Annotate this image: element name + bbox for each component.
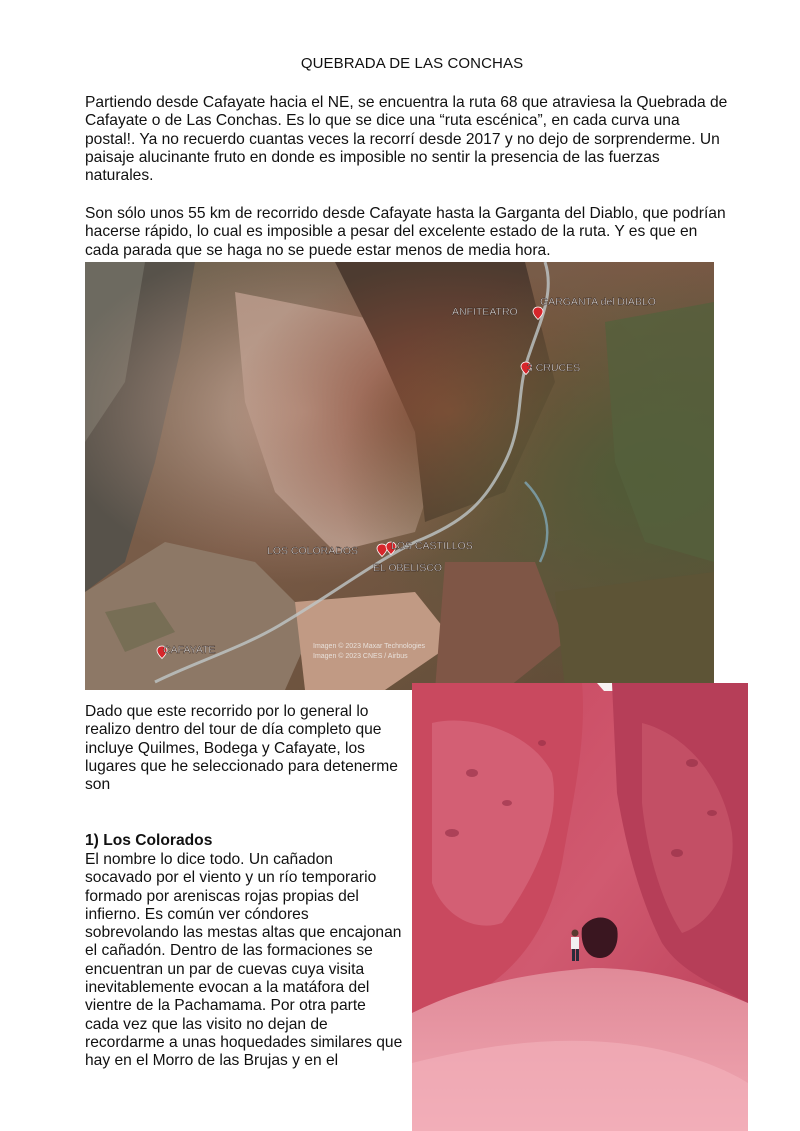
page-title: QUEBRADA DE LAS CONCHAS [300,55,524,72]
map-label-obelisco: EL OBELISCO [373,562,443,574]
map-label-colorados: LOS COLORADOS [267,545,359,557]
section-body: El nombre lo dice todo. Un cañadon socavado por el viento y un río temporario formado por areniscas rojas propias del infierno. Es común ver cóndores sobrevolando las mestas altas que encajonan el cañadón. Dentro de las formaciones se encuentran un par de cuevas cuya visita inevitablemente evocan a la matáfora del vientre de la Pachamama. Por otra parte cada vez que las visito no dejan de recordarme a unas hoquedades similares que hay en el Morro de las Brujas y en el [85,851,403,1070]
map-label-garganta: GARGANTA del DIABLO [540,296,656,308]
map-label-anfiteatro: ANFITEATRO [452,306,518,318]
section-heading: 1) Los Colorados [85,832,213,849]
map-credit-line2: Imagen © 2023 CNES / Airbus [313,653,408,660]
map-label-cruces: 3 CRUCES [527,362,581,374]
paragraph-intro-route: Partiendo desde Cafayate hacia el NE, se encuentra la ruta 68 que atraviesa la Quebrada de Cafayate o de Las Conchas. Es lo que se dice una “ruta escénica”, en cada curva una postal!. Ya no recuerdo cuantas veces la recorrí desde 2017 y no dejo de sorprenderme. Un paisaje alucinante fruto en donde es imposible no sentir la presencia de las fuerzas naturales. [85,94,728,185]
canyon-cave-photo [412,683,748,1131]
person-figure [571,930,579,962]
map-credit-line1: Imagen © 2023 Maxar Technologies [313,643,426,650]
map-label-castillos: LOS CASTILLOS [391,540,473,552]
paragraph-stops-intro: Dado que este recorrido por lo general lo realizo dentro del tour de día completo que incluye Quilmes, Bodega y Cafayate, los lugares que he seleccionado para detenerme son [85,703,398,794]
map-label-cafayate: CAFAYATE [163,644,216,656]
satellite-map [85,262,714,690]
paragraph-distance: Son sólo unos 55 km de recorrido desde Cafayate hasta la Garganta del Diablo, que podrían hacerse rápido, lo cual es imposible a pesar del excelente estado de la ruta. Y es que en cada parada que se haga no se puede estar menos de media hora. [85,205,726,259]
